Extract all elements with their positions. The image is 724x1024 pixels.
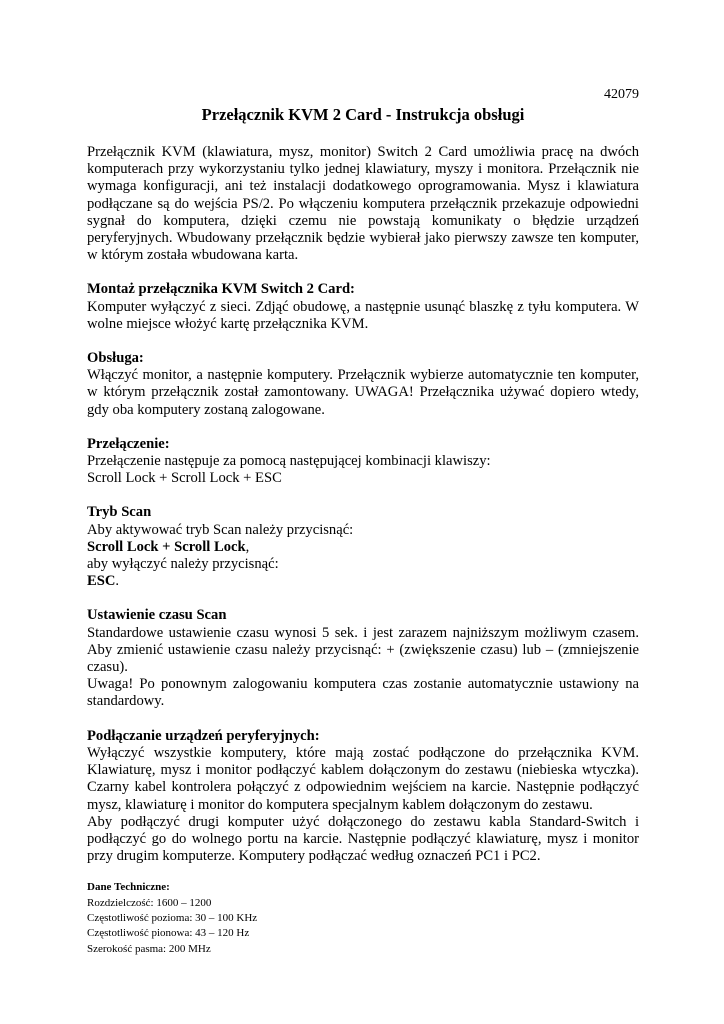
section-heading: Ustawienie czasu Scan: [87, 607, 227, 624]
document-number: 42079: [604, 87, 639, 102]
key-combination: Scroll Lock + Scroll Lock + ESC: [87, 470, 282, 487]
section-montaz: [87, 281, 639, 333]
punctuation: .: [115, 573, 120, 590]
section-obsluga: [87, 350, 639, 419]
section-podlaczanie: [87, 728, 639, 866]
section-text: Komputer wyłączyć z sieci. Zdjąć obudowę, a następnie usunąć blaszkę z tyłu komputera. W wolne miejsce włożyć kartę przełącznika KVM.: [87, 298, 639, 332]
section-heading: Montaż przełącznika KVM Switch 2 Card:: [87, 281, 355, 298]
section-line: Aby aktywować tryb Scan należy przycisnąć:: [87, 521, 354, 538]
key-combination-off: ESC: [87, 573, 116, 590]
technical-data: [87, 880, 639, 956]
section-czas-scan: [87, 607, 639, 710]
section-przelaczenie: [87, 436, 639, 488]
technical-data-row: Szerokość pasma: 200 MHz: [87, 942, 211, 955]
technical-data-row: Częstotliwość pionowa: 43 – 120 Hz: [87, 927, 250, 940]
section-text: Wyłączyć wszystkie komputery, które mają zostać podłączone do przełącznika KVM. Klawiaturę, mysz i monitor podłączyć kablem dołączonym do zestawu (niebieska wtyczka). Czarny kabel kontrolera połączyć z odpowiednim wejściem na karcie. Następnie podłączyć mysz, klawiaturę i monitor do komputera specjalnym kablem dołączonym do zestawu.: [87, 744, 639, 813]
section-heading: Podłączanie urządzeń peryferyjnych:: [87, 727, 320, 744]
section-line: Przełączenie następuje za pomocą następującej kombinacji klawiszy:: [87, 453, 491, 470]
section-heading: Obsługa:: [87, 350, 144, 367]
scan-on-line: [87, 539, 639, 556]
section-line: aby wyłączyć należy przycisnąć:: [87, 556, 279, 573]
punctuation: ,: [245, 538, 250, 555]
document-body: [87, 144, 639, 957]
section-text: Włączyć monitor, a następnie komputery. Przełącznik wybierze automatycznie ten komputer, w którym przełącznik został zamontowany. UWAGA! Przełącznika używać dopiero wtedy, gdy oba komputery zostaną zalogowane.: [87, 367, 639, 418]
section-tryb-scan: [87, 504, 639, 590]
section-heading: Przełączenie:: [87, 435, 170, 452]
section-heading: Tryb Scan: [87, 504, 152, 521]
intro-paragraph: Przełącznik KVM (klawiatura, mysz, monitor) Switch 2 Card umożliwia pracę na dwóch komputerach przy wykorzystaniu tylko jednej klawiatury, myszy i monitora. Przełącznik nie wymaga konfiguracji, ani też instalacji dodatkowego oprogramowania. Mysz i klawiatura podłączane są do wejścia PS/2. Po włączeniu komputera przełącznik przekazuje odpowiedni sygnał do komputera, dzięki czemu nie powstają komunikaty o błędzie urządzeń peryferyjnych. Wbudowany przełącznik będzie wybierał jako pierwszy zawsze ten komputer, w którym została wbudowana karta.: [87, 144, 639, 264]
technical-data-row: Rozdzielczość: 1600 – 1200: [87, 896, 212, 909]
technical-data-heading: Dane Techniczne:: [87, 881, 170, 894]
section-text: Standardowe ustawienie czasu wynosi 5 sek. i jest zarazem najniższym możliwym czasem. Aby zmienić ustawienie czasu należy przycisnąć: + (zwiększenie czasu) lub – (zmniejszenie czasu).: [87, 624, 639, 676]
document-title: Przełącznik KVM 2 Card - Instrukcja obsługi: [201, 105, 525, 124]
technical-data-row: Częstotliwość pozioma: 30 – 100 KHz: [87, 911, 258, 924]
scan-off-line: [87, 573, 639, 590]
section-text: Aby podłączyć drugi komputer użyć dołączonego do zestawu kabla Standard-Switch i podłączyć go do wolnego portu na karcie. Następnie podłączyć klawiaturę, mysz i monitor przy drugim komputerze. Komputery podłączać według oznaczeń PC1 i PC2.: [87, 813, 639, 865]
section-text: Uwaga! Po ponownym zalogowaniu komputera czas zostanie automatycznie ustawiony na standardowy.: [87, 676, 639, 710]
key-combination-on: Scroll Lock + Scroll Lock: [87, 538, 246, 555]
